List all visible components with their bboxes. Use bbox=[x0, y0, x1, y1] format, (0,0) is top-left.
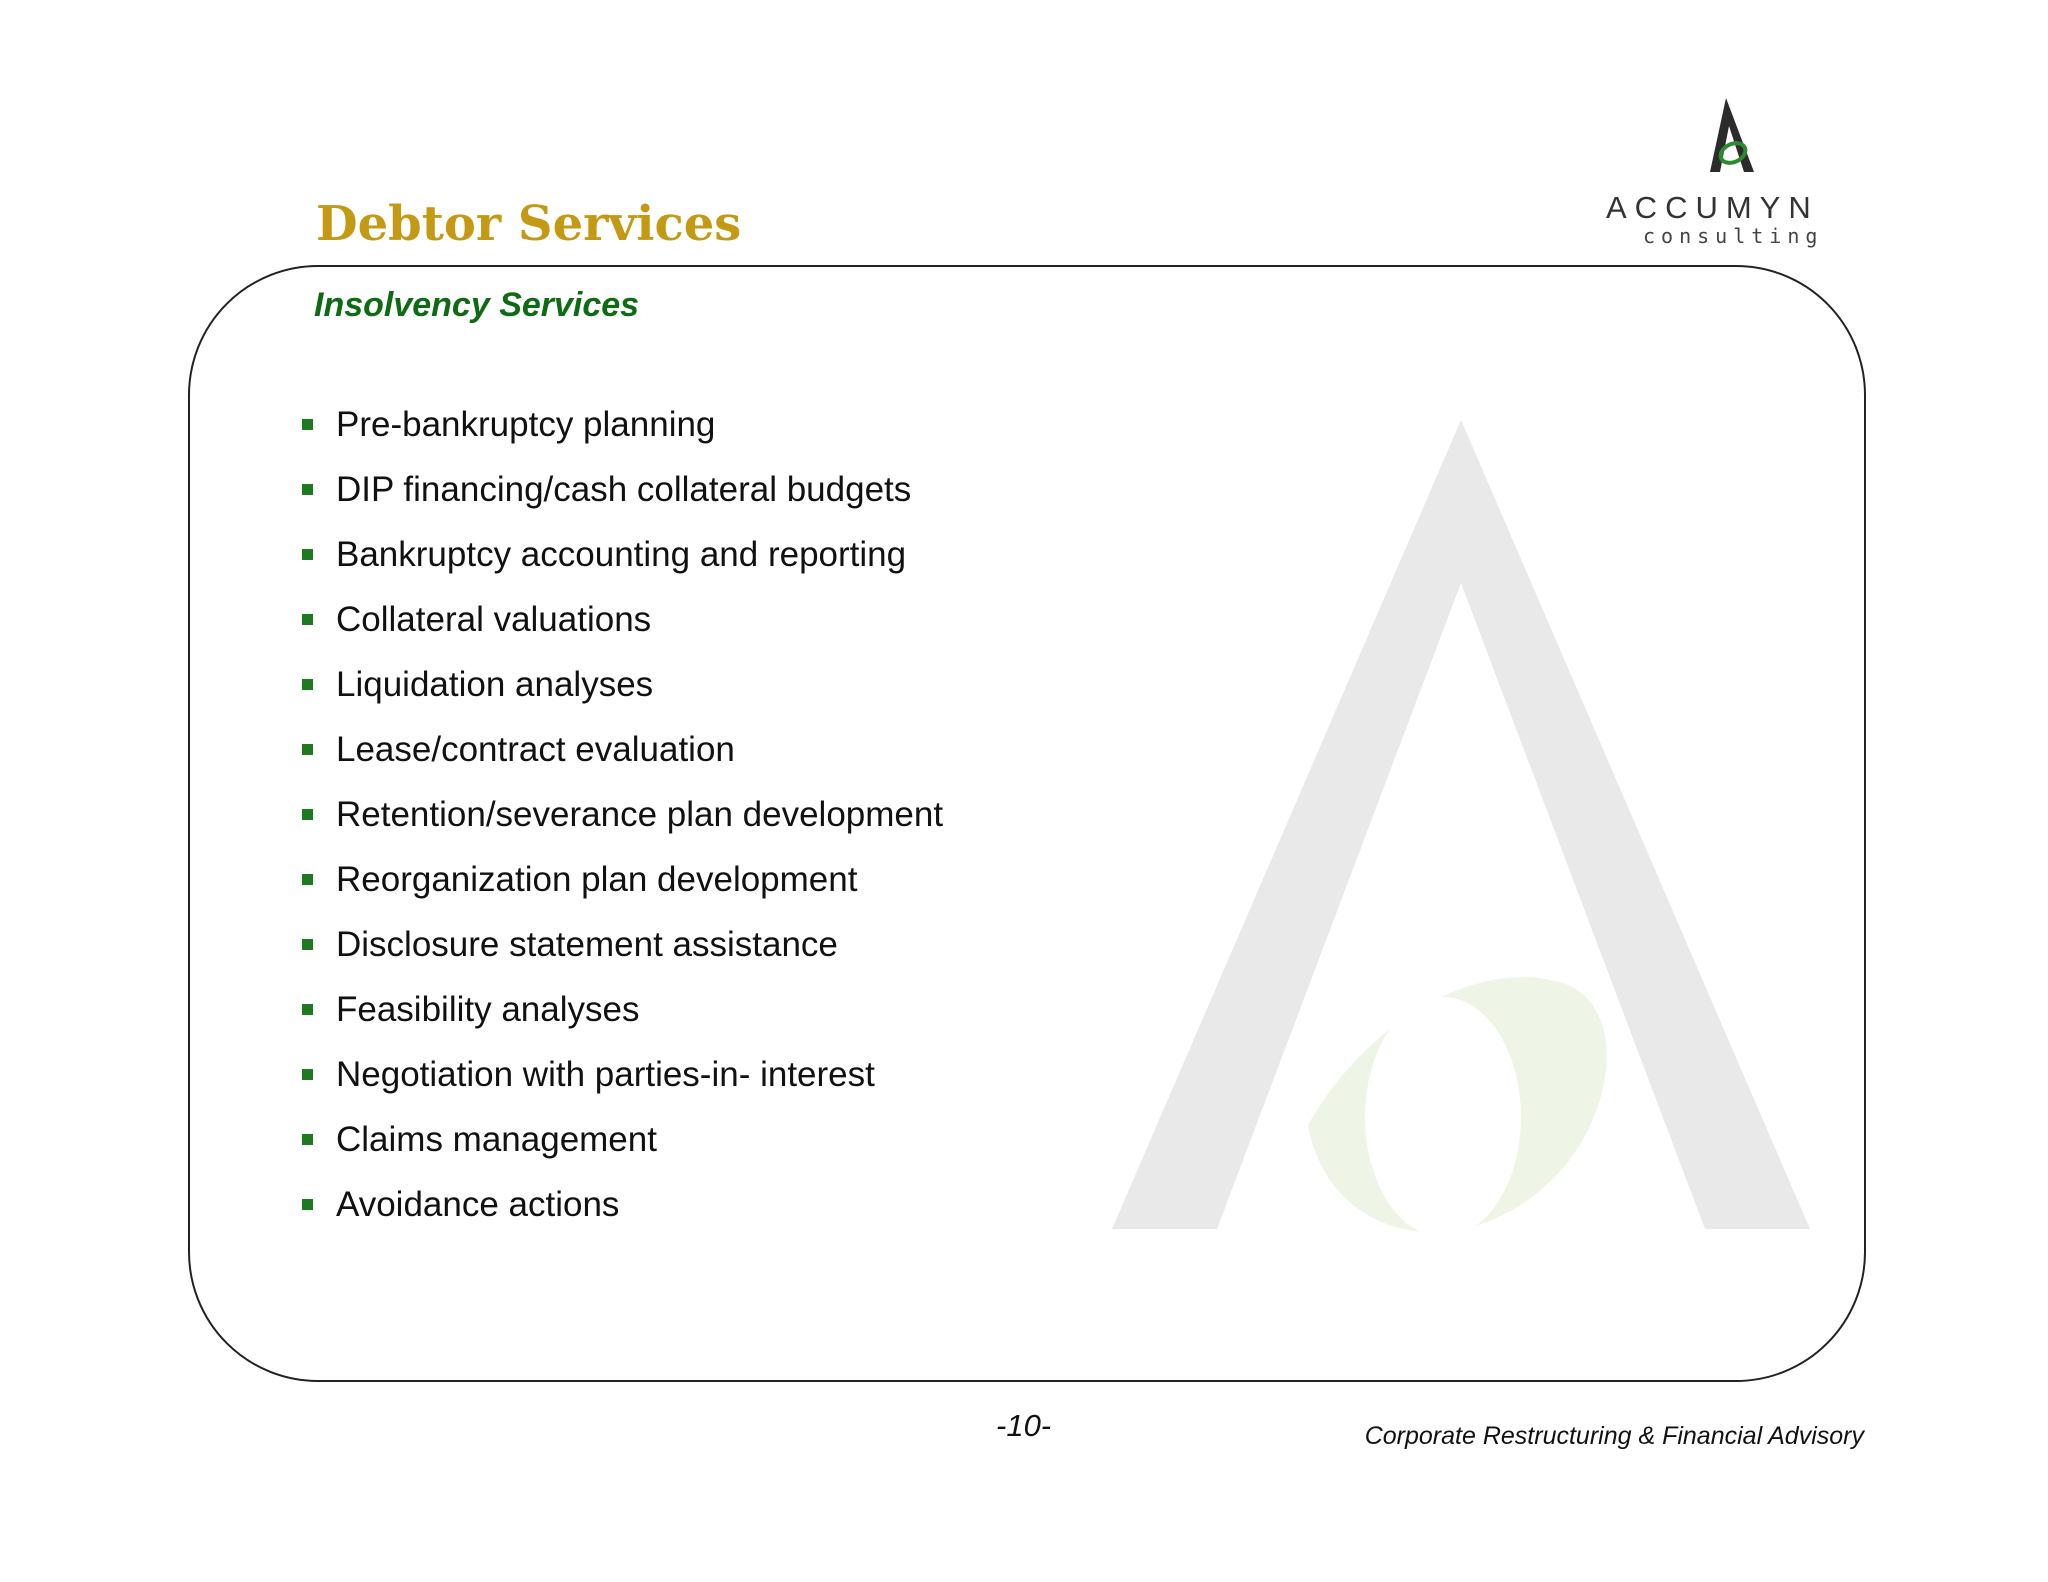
list-item bbox=[300, 402, 943, 467]
company-logo bbox=[1598, 94, 1858, 254]
square-bullet-icon bbox=[302, 614, 313, 625]
list-item-label: Feasibility analyses bbox=[336, 990, 640, 1029]
square-bullet-icon bbox=[302, 484, 313, 495]
logo-wordmark: ACCUMYN bbox=[1606, 190, 1819, 225]
list-item-label: Collateral valuations bbox=[336, 600, 652, 639]
section-subtitle: Insolvency Services bbox=[314, 286, 640, 324]
list-item bbox=[300, 1182, 943, 1247]
square-bullet-icon bbox=[302, 809, 313, 820]
footer-tagline: Corporate Restructuring & Financial Advisory bbox=[1364, 1422, 1864, 1450]
list-item-label: Liquidation analyses bbox=[336, 665, 654, 704]
accumyn-a-logo-icon bbox=[1598, 94, 1858, 194]
list-item-label: Pre-bankruptcy planning bbox=[336, 405, 716, 444]
logo-tagline: consulting bbox=[1643, 224, 1824, 248]
list-item-label: Bankruptcy accounting and reporting bbox=[336, 535, 907, 574]
square-bullet-icon bbox=[302, 939, 313, 950]
services-list bbox=[300, 402, 943, 1247]
square-bullet-icon bbox=[302, 1134, 313, 1145]
square-bullet-icon bbox=[302, 744, 313, 755]
page-title: Debtor Services bbox=[316, 196, 742, 252]
square-bullet-icon bbox=[302, 874, 313, 885]
list-item-label: Claims management bbox=[336, 1120, 657, 1159]
list-item bbox=[300, 1052, 943, 1117]
square-bullet-icon bbox=[302, 1199, 313, 1210]
list-item-label: DIP financing/cash collateral budgets bbox=[336, 470, 912, 509]
list-item bbox=[300, 662, 943, 727]
list-item-label: Retention/severance plan development bbox=[336, 795, 944, 834]
list-item-label: Reorganization plan development bbox=[336, 860, 858, 899]
list-item bbox=[300, 727, 943, 792]
list-item bbox=[300, 1117, 943, 1182]
list-item bbox=[300, 467, 943, 532]
list-item-label: Negotiation with parties-in- interest bbox=[336, 1055, 875, 1094]
square-bullet-icon bbox=[302, 419, 313, 430]
page-number: -10- bbox=[996, 1408, 1052, 1443]
list-item bbox=[300, 532, 943, 597]
square-bullet-icon bbox=[302, 1069, 313, 1080]
list-item-label: Lease/contract evaluation bbox=[336, 730, 735, 769]
square-bullet-icon bbox=[302, 1004, 313, 1015]
list-item bbox=[300, 597, 943, 662]
square-bullet-icon bbox=[302, 549, 313, 560]
list-item-label: Disclosure statement assistance bbox=[336, 925, 838, 964]
list-item bbox=[300, 792, 943, 857]
list-item bbox=[300, 987, 943, 1052]
list-item bbox=[300, 857, 943, 922]
list-item bbox=[300, 922, 943, 987]
square-bullet-icon bbox=[302, 679, 313, 690]
list-item-label: Avoidance actions bbox=[336, 1185, 620, 1224]
